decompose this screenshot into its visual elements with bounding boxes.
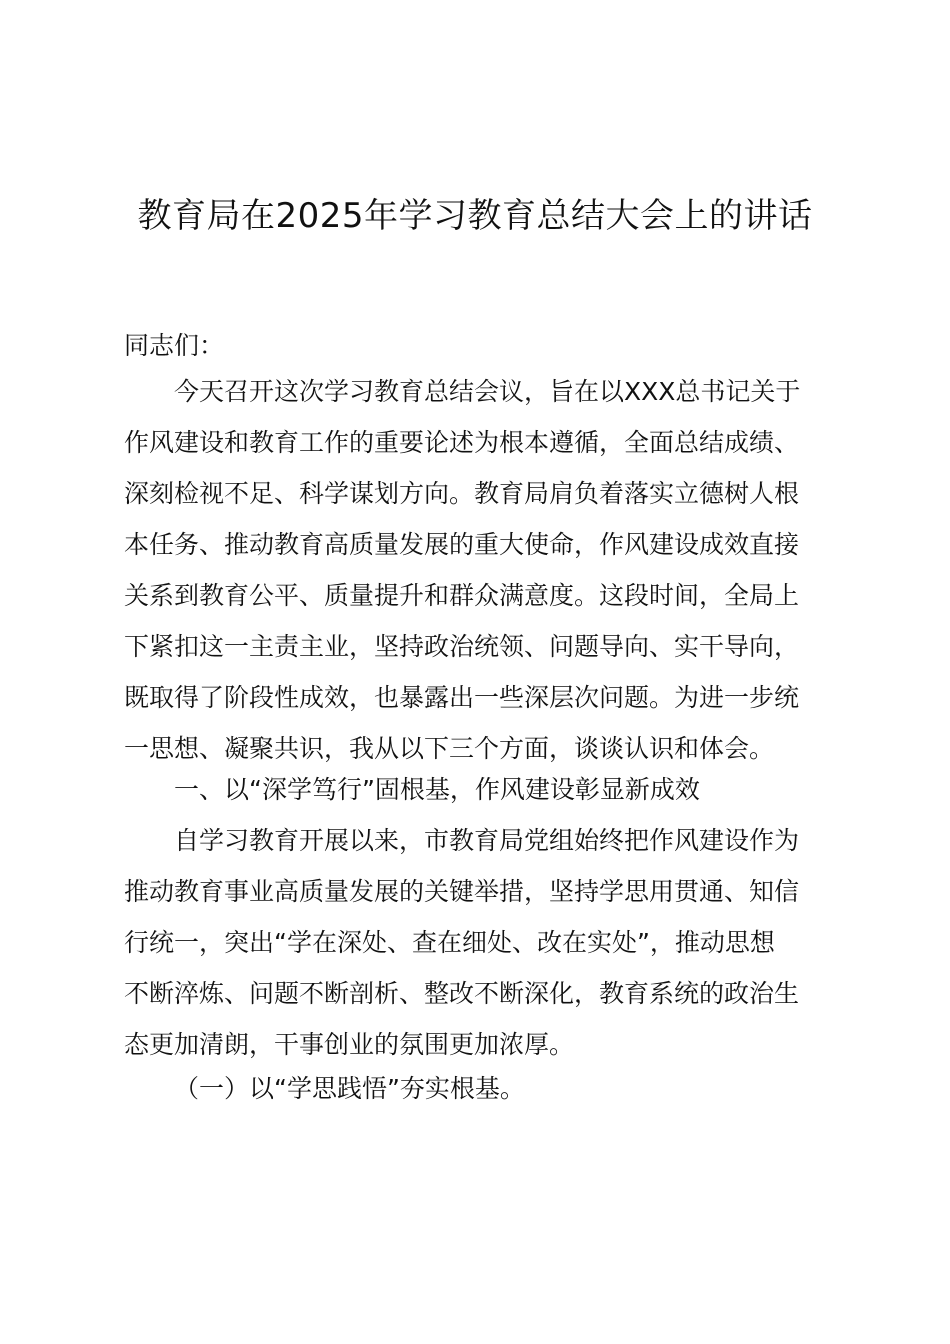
paragraph-intro (124, 366, 832, 774)
paragraph-section-1 (124, 815, 832, 1070)
paragraph-line: 本任务、推动教育高质量发展的重大使命，作风建设成效直接 (124, 530, 800, 559)
subsection-heading-text: （一）以“学思践悟”夯实根基。 (174, 1074, 525, 1103)
section-heading-text: 一、以“深学笃行”固根基，作风建设彰显新成效 (174, 775, 700, 804)
paragraph-line: 不断淬炼、问题不断剖析、整改不断深化，教育系统的政治生 (124, 979, 800, 1008)
paragraph-line: 自学习教育开展以来，市教育局党组始终把作风建设作为 (174, 826, 800, 855)
paragraph-line: 深刻检视不足、科学谋划方向。教育局肩负着落实立德树人根 (124, 479, 800, 508)
paragraph-line: 今天召开这次学习教育总结会议，旨在以XXX总书记关于 (174, 377, 801, 406)
paragraph-line: 关系到教育公平、质量提升和群众满意度。这段时间，全局上 (124, 581, 800, 610)
paragraph-line: 行统一，突出“学在深处、查在细处、改在实处”，推动思想 (124, 928, 775, 957)
paragraph-line: 既取得了阶段性成效，也暴露出一些深层次问题。为进一步统 (124, 683, 800, 712)
section-heading-1 (124, 764, 832, 815)
subsection-heading-1 (124, 1063, 832, 1114)
salutation (124, 320, 832, 371)
paragraph-line: 推动教育事业高质量发展的关键举措，坚持学思用贯通、知信 (124, 877, 800, 906)
document-title: 教育局在2025年学习教育总结大会上的讲话 (137, 196, 813, 236)
paragraph-line: 态更加清朗，干事创业的氛围更加浓厚。 (124, 1030, 575, 1059)
paragraph-line: 一思想、凝聚共识，我从以下三个方面，谈谈认识和体会。 (124, 734, 775, 763)
paragraph-line: 下紧扣这一主责主业，坚持政治统领、问题导向、实干导向， (124, 632, 800, 661)
salutation-text: 同志们： (124, 331, 225, 360)
paragraph-line: 作风建设和教育工作的重要论述为根本遵循，全面总结成绩、 (124, 428, 800, 457)
